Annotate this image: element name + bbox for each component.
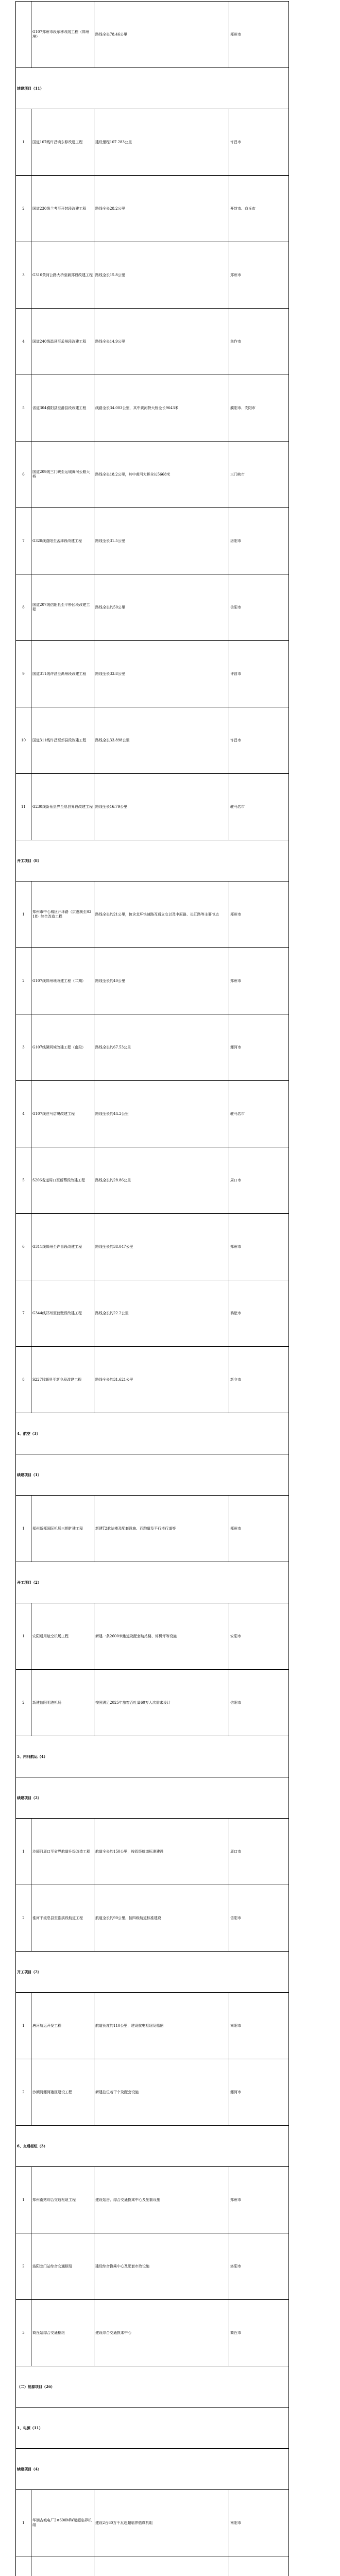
table-row (16, 2490, 289, 2556)
project-name: 国道107线许昌境东移改建工程 (31, 109, 94, 176)
section-heading-row (16, 1454, 289, 1496)
project-name: 省道304濮阳县至滑县段改建工程 (31, 375, 94, 442)
project-content (94, 2556, 229, 2576)
table-row (16, 2, 289, 68)
table-row (16, 1603, 289, 1670)
project-content: 路线全长28.2公里 (94, 176, 229, 242)
row-number: 1 (16, 1993, 31, 2059)
section-heading: 续建项目（11） (16, 68, 289, 109)
project-name: 商丘站综合交通枢纽 (31, 2300, 94, 2366)
project-location: 郑州市 (229, 882, 289, 948)
project-content: 新建T2航站楼及配套设施、西跑道及平行滑行道等 (94, 1496, 229, 1562)
row-number (16, 2556, 31, 2576)
row-number (16, 2, 31, 68)
row-number: 1 (16, 109, 31, 176)
project-location: 新乡市 (229, 1347, 289, 1413)
project-content: 路线全长约38.047公里 (94, 1214, 229, 1280)
row-number: 2 (16, 1670, 31, 1736)
project-name: 唐河航运开发工程 (31, 1993, 94, 2059)
table-row (16, 442, 289, 508)
project-content: 路线全长16.79公里 (94, 774, 229, 840)
project-location: 信阳市 (229, 1885, 289, 1952)
table-row (16, 707, 289, 774)
project-name: 国道230线兰考至开封段改建工程 (31, 176, 94, 242)
table-row (16, 1081, 289, 1147)
section-heading-row (16, 1777, 289, 1819)
project-table (15, 1, 289, 2576)
table-row (16, 1819, 289, 1885)
project-name: G328线洛阳至孟津段改建工程 (31, 508, 94, 574)
project-location: 周口市 (229, 1147, 289, 1214)
row-number: 4 (16, 309, 31, 375)
project-location (229, 2556, 289, 2576)
project-name: S227线辉县至新乡段改建工程 (31, 1347, 94, 1413)
project-name: G230线新蔡县界至息县界段改建工程 (31, 774, 94, 840)
row-number: 2 (16, 2059, 31, 2126)
table-row (16, 1147, 289, 1214)
project-name: 安阳通用航空机场工程 (31, 1603, 94, 1670)
project-location: 许昌市 (229, 707, 289, 774)
project-location: 洛阳市 (229, 508, 289, 574)
row-number: 8 (16, 1347, 31, 1413)
section-heading-row (16, 1413, 289, 1454)
row-number: 6 (16, 1214, 31, 1280)
project-location: 信阳市 (229, 1670, 289, 1736)
section-heading: 续建项目（1） (16, 1454, 289, 1496)
project-content: 航道全长约150公里，按四级航道标准建设 (94, 1819, 229, 1885)
row-number: 9 (16, 641, 31, 707)
table-row (16, 948, 289, 1014)
row-number: 1 (16, 1496, 31, 1562)
project-name: 新建信阳明港机场 (31, 1670, 94, 1736)
project-location: 鹤壁市 (229, 1280, 289, 1347)
table-row (16, 2233, 289, 2300)
project-name: 国道240线温县至孟州段改建工程 (31, 309, 94, 375)
row-number: 2 (16, 2233, 31, 2300)
row-number: 2 (16, 1885, 31, 1952)
table-row (16, 2556, 289, 2576)
table-row (16, 242, 289, 309)
project-content: 路线全长33.8公里 (94, 641, 229, 707)
project-content: 路线全长31.5公里 (94, 508, 229, 574)
table-row (16, 1014, 289, 1081)
project-content: 新建泊位若干个及配套设施 (94, 2059, 229, 2126)
project-content: 路线全长约67.53公里 (94, 1014, 229, 1081)
project-name: 沙颍河漯河港区建设工程 (31, 2059, 94, 2126)
row-number: 8 (16, 574, 31, 641)
project-location: 驻马店市 (229, 1081, 289, 1147)
row-number: 11 (16, 774, 31, 840)
project-content: 航道长度约110公里，建设航电枢纽及船闸 (94, 1993, 229, 2059)
project-location: 郑州市 (229, 1214, 289, 1280)
row-number: 7 (16, 1280, 31, 1347)
row-number: 4 (16, 1081, 31, 1147)
table-row (16, 1280, 289, 1347)
project-location: 南阳市 (229, 1993, 289, 2059)
project-name: 国道209线三门峡至运城黄河公路大桥 (31, 442, 94, 508)
project-content: 路线全长78.46公里 (94, 2, 229, 68)
project-name: 郑州市中心城区开环路（京港澳至S318）综合改造工程 (31, 882, 94, 948)
section-heading-row (16, 1562, 289, 1603)
section-heading-row (16, 68, 289, 109)
project-content: 路线全长15.8公里 (94, 242, 229, 309)
project-table-body (16, 2, 289, 2576)
project-content: 按照满足2025年旅客吞吐量60万人次需求设计 (94, 1670, 229, 1736)
project-name: G107线漯河境改建工程（南段） (31, 1014, 94, 1081)
project-location: 开封市、商丘市 (229, 176, 289, 242)
table-row (16, 375, 289, 442)
row-number: 1 (16, 2167, 31, 2233)
section-heading-row (16, 2366, 289, 2408)
project-name: 华润古城电厂2×600MW超超临界机组 (31, 2490, 94, 2556)
row-number: 5 (16, 1147, 31, 1214)
section-heading-row (16, 1736, 289, 1777)
table-row (16, 774, 289, 840)
section-heading: 续建项目（4） (16, 2449, 289, 2490)
project-name: G310黄河公路大桥至新郑段改建工程 (31, 242, 94, 309)
row-number: 1 (16, 1819, 31, 1885)
section-heading-row (16, 2449, 289, 2490)
section-heading: 4、航空（3） (16, 1413, 289, 1454)
project-location: 郑州市 (229, 2, 289, 68)
project-name: G107线驻马店境改建工程 (31, 1081, 94, 1147)
project-content: 路线全长约22.2公里 (94, 1280, 229, 1347)
table-row (16, 574, 289, 641)
row-number: 5 (16, 375, 31, 442)
project-location: 商丘市 (229, 2300, 289, 2366)
project-location: 郑州市 (229, 948, 289, 1014)
row-number: 1 (16, 1603, 31, 1670)
project-name: G107线郑州境改建工程（二期） (31, 948, 94, 1014)
project-name (31, 2556, 94, 2576)
project-name: 国道207线信阳县至平桥区段改建工程 (31, 574, 94, 641)
project-location: 驻马店市 (229, 774, 289, 840)
project-location: 漯河市 (229, 2059, 289, 2126)
project-location: 周口市 (229, 1819, 289, 1885)
section-heading: 6、交通枢纽（3） (16, 2126, 289, 2167)
table-row (16, 1885, 289, 1952)
table-row (16, 1993, 289, 2059)
project-name: 郑州南站综合交通枢纽工程 (31, 2167, 94, 2233)
project-location: 安阳市 (229, 1603, 289, 1670)
table-row (16, 2167, 289, 2233)
section-heading: 开工项目（8） (16, 840, 289, 882)
project-name: G344线郑州至鹤壁段改建工程 (31, 1280, 94, 1347)
section-heading-row (16, 2408, 289, 2449)
project-content: 建设里程107.283公里 (94, 109, 229, 176)
table-row (16, 1496, 289, 1562)
project-content: 路线全长约50公里 (94, 574, 229, 641)
project-name: 国道311线许昌至禹州段改建工程 (31, 641, 94, 707)
section-heading: 5、内河航运（4） (16, 1736, 289, 1777)
row-number: 7 (16, 508, 31, 574)
project-content: 建设站房、综合交通换乘中心及配套设施 (94, 2167, 229, 2233)
row-number: 6 (16, 442, 31, 508)
row-number: 3 (16, 1014, 31, 1081)
table-row (16, 2300, 289, 2366)
section-heading: 1、电源（11） (16, 2408, 289, 2449)
row-number: 10 (16, 707, 31, 774)
project-content: 路线全长约28.86公里 (94, 1147, 229, 1214)
table-row (16, 508, 289, 574)
row-number: 1 (16, 882, 31, 948)
table-row (16, 176, 289, 242)
project-content: 建设综合交通换乘中心 (94, 2300, 229, 2366)
project-name: 淮河干流息县至淮滨段航道工程 (31, 1885, 94, 1952)
row-number: 1 (16, 2490, 31, 2556)
section-heading-row (16, 840, 289, 882)
row-number: 2 (16, 948, 31, 1014)
row-number: 3 (16, 242, 31, 309)
section-heading: 续建项目（2） (16, 1777, 289, 1819)
project-location: 信阳市 (229, 574, 289, 641)
table-row (16, 641, 289, 707)
project-name: 国道311线许昌至郏县段改建工程 (31, 707, 94, 774)
project-content: 路线全长18.2公里，其中黄河大桥全长5668米 (94, 442, 229, 508)
project-location: 许昌市 (229, 109, 289, 176)
table-row (16, 309, 289, 375)
project-content: 建设2台60万千瓦超超临界燃煤机组 (94, 2490, 229, 2556)
project-content: 线路全长34.003公里，其中黄河特大桥全长9643米 (94, 375, 229, 442)
project-name: S206省道周口至新蔡段改建工程 (31, 1147, 94, 1214)
section-heading: （二）能源项目（26） (16, 2366, 289, 2408)
project-location: 郑州市 (229, 1496, 289, 1562)
project-location: 洛阳市 (229, 2233, 289, 2300)
project-name: 郑州新郑国际机场三期扩建工程 (31, 1496, 94, 1562)
table-row (16, 109, 289, 176)
project-name: G311线郑州至许昌段改建工程 (31, 1214, 94, 1280)
project-content: 建设综合换乘中心及配套市政设施 (94, 2233, 229, 2300)
project-content: 新建一条2600米跑道及配套航站楼、停机坪等设施 (94, 1603, 229, 1670)
table-row (16, 882, 289, 948)
project-name: 洛阳龙门站综合交通枢纽 (31, 2233, 94, 2300)
project-location: 焦作市 (229, 309, 289, 375)
project-content: 路线全长约21公里，包含北环快速路互通立交以及中原路、长江路等主要节点 (94, 882, 229, 948)
project-location: 郑州市 (229, 2167, 289, 2233)
project-name: 沙颍河周口至省界航道升级改造工程 (31, 1819, 94, 1885)
project-location: 南阳市 (229, 2490, 289, 2556)
project-content: 路线全长约44.2公里 (94, 1081, 229, 1147)
project-content: 路线全长约40公里 (94, 948, 229, 1014)
section-heading-row (16, 1952, 289, 1993)
project-content: 路线全长14.9公里 (94, 309, 229, 375)
section-heading-row (16, 2126, 289, 2167)
table-row (16, 1347, 289, 1413)
project-name: G107郑州市段东移改线工程（郑州境） (31, 2, 94, 68)
row-number: 2 (16, 176, 31, 242)
project-location: 许昌市 (229, 641, 289, 707)
project-location: 三门峡市 (229, 442, 289, 508)
table-row (16, 1214, 289, 1280)
project-location: 濮阳市、安阳市 (229, 375, 289, 442)
section-heading: 开工项目（2） (16, 1952, 289, 1993)
project-content: 路线全长约31.621公里 (94, 1347, 229, 1413)
project-location: 郑州市 (229, 242, 289, 309)
row-number: 3 (16, 2300, 31, 2366)
project-content: 路线全长33.898公里 (94, 707, 229, 774)
project-content: 航道全长约90公里，按四级航道标准建设 (94, 1885, 229, 1952)
section-heading: 开工项目（2） (16, 1562, 289, 1603)
project-location: 漯河市 (229, 1014, 289, 1081)
table-row (16, 1670, 289, 1736)
table-row (16, 2059, 289, 2126)
